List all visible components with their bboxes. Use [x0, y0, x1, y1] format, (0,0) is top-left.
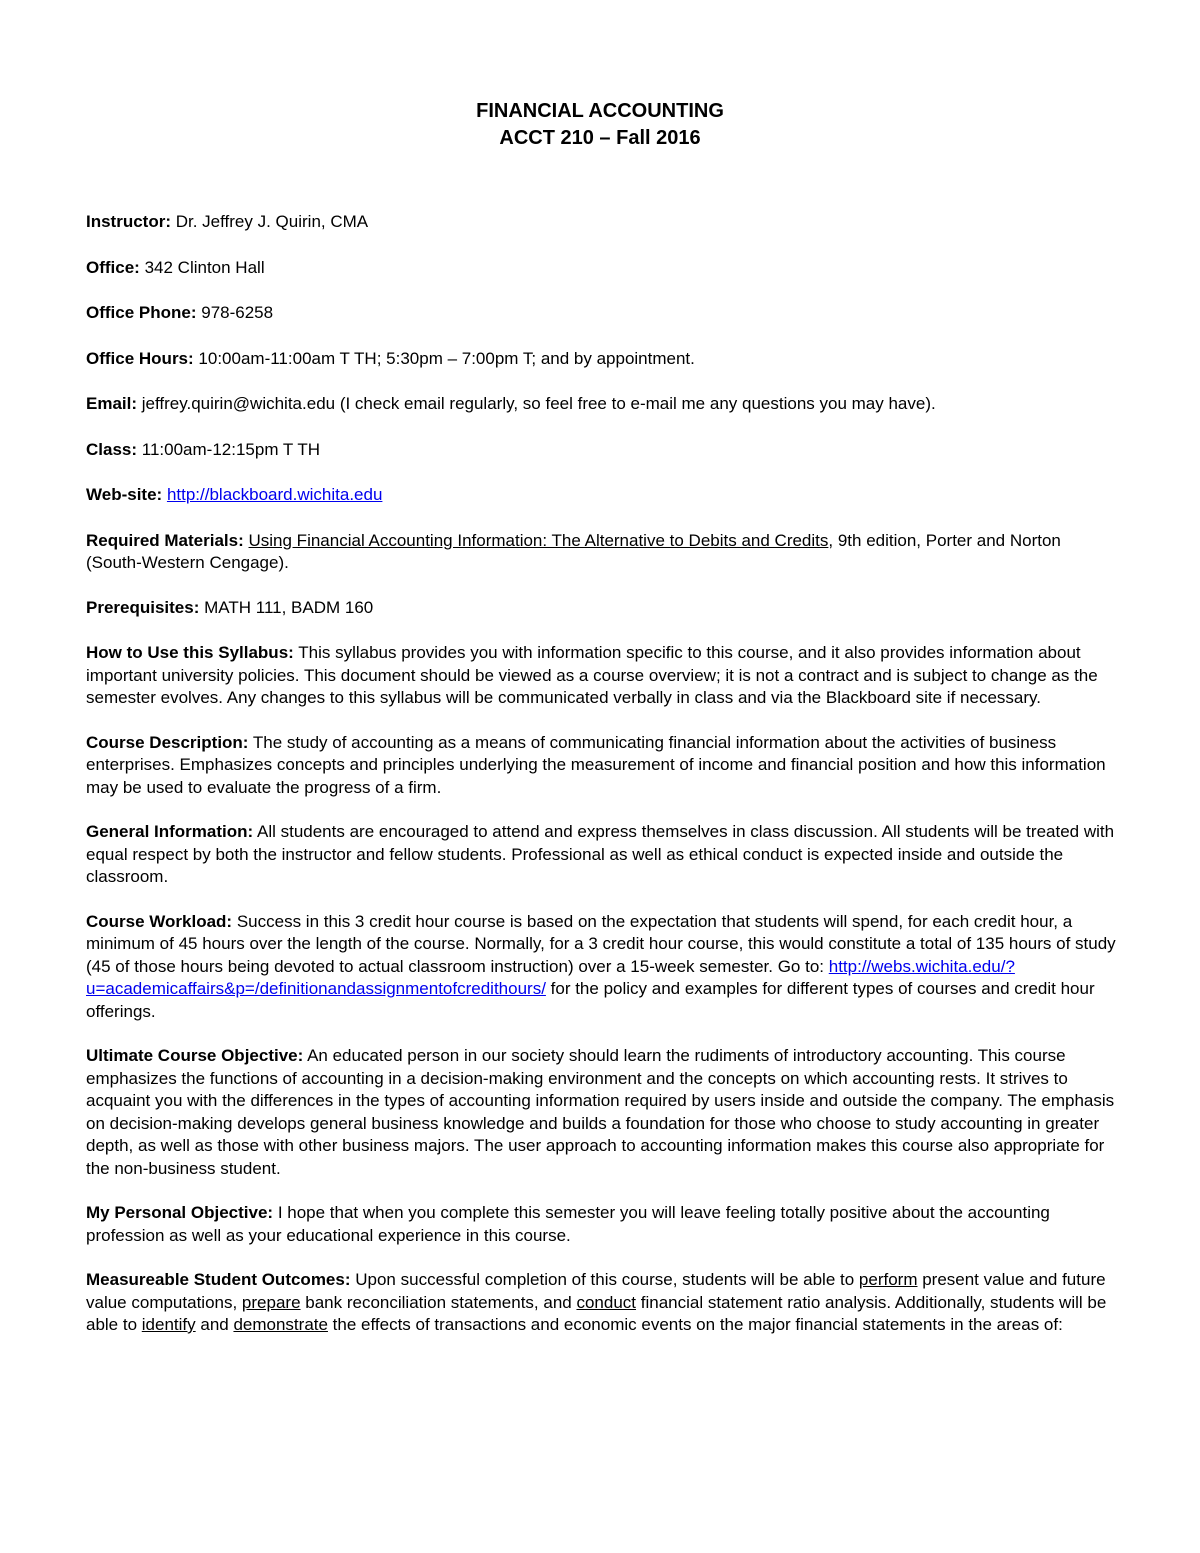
course-workload-text-end: for the policy and examples for different types of courses and credit hour offerings. — [86, 979, 1095, 1021]
document-header — [0, 98, 1200, 152]
website-link[interactable]: http://blackboard.wichita.edu — [166, 485, 383, 504]
outcome-verb-conduct: conduct — [576, 1292, 637, 1312]
student-outcomes-text: and — [195, 1315, 234, 1334]
office-phone-value: 978-6258 — [201, 303, 274, 322]
outcome-verb-demonstrate: demonstrate — [233, 1315, 328, 1334]
course-workload-text: Success in this 3 credit hour course is based on the expectation that students will spend, for each credit hour, a minimum of 45 hours over the length of the course. Normally, for a 3 credit hour course, this would constitute a total of 135 hours of study (45 of those hours being devoted to actual classroom instruction) over a 15-week semester. Go to: — [86, 911, 1116, 976]
prerequisites-label: Prerequisites: — [86, 597, 200, 617]
course-description-label: Course Description: — [86, 732, 249, 752]
student-outcomes-section — [86, 1269, 1120, 1337]
course-workload-label: Course Workload: — [86, 911, 233, 931]
website-label: Web-site: — [86, 485, 163, 504]
office-value: 342 Clinton Hall — [144, 257, 265, 277]
general-information-label: General Information: — [86, 822, 254, 841]
office-hours-field — [86, 348, 1120, 371]
student-outcomes-text: bank reconciliation statements, and — [300, 1292, 577, 1312]
personal-objective-label: My Personal Objective: — [86, 1203, 274, 1222]
email-label: Email: — [86, 394, 138, 413]
office-phone-label: Office Phone: — [86, 303, 197, 322]
ultimate-objective-section — [86, 1045, 1120, 1180]
office-phone-field — [86, 302, 1120, 325]
outcome-verb-perform: perform — [858, 1270, 918, 1289]
credit-hours-policy-link[interactable]: http://webs.wichita.edu/?u=academicaffairs&p=/definitionandassignmentofcredithours/ — [86, 956, 1015, 998]
email-value: jeffrey.quirin@wichita.edu (I check email regularly, so feel free to e-mail me any questions you may have). — [141, 394, 936, 413]
office-hours-label: Office Hours: — [86, 348, 194, 368]
student-outcomes-text: present value and future value computations, — [86, 1270, 1106, 1312]
student-outcomes-text: Upon successful completion of this course, students will be able to — [355, 1270, 859, 1289]
personal-objective-section — [86, 1202, 1120, 1247]
email-field — [86, 393, 1120, 416]
prerequisites-value: MATH 111, BADM 160 — [204, 597, 374, 617]
instructor-value: Dr. Jeffrey J. Quirin, CMA — [175, 212, 369, 231]
required-materials-field — [86, 530, 1120, 575]
how-to-use-section — [86, 642, 1120, 710]
course-subtitle: ACCT 210 – Fall 2016 — [499, 127, 701, 149]
ultimate-objective-text: An educated person in our society should learn the rudiments of introductory accounting. This course emphasizes the functions of accounting in a decision-making environment and the concepts on which accounting rests. It strives to acquaint you with the differences in the types of accounting information required by users inside and outside the company. The emphasis on decision-making develops general business knowledge and builds a foundation for those who choose to study accounting in greater depth, as well as those with other business majors. The user approach to accounting information makes this course also appropriate for the non-business student. — [86, 1046, 1115, 1178]
course-description-section — [86, 732, 1120, 800]
office-label: Office: — [86, 257, 140, 277]
student-outcomes-text: financial statement ratio analysis. Additionally, students will be able to — [86, 1292, 1107, 1334]
class-field — [86, 439, 1120, 462]
instructor-field — [86, 211, 1120, 234]
textbook-title: Using Financial Accounting Information: The Alternative to Debits and Credits — [248, 530, 829, 550]
outcome-verb-identify: identify — [141, 1315, 196, 1334]
textbook-details: , 9th edition, Porter and Norton (South-Western Cengage). — [86, 530, 1061, 572]
how-to-use-label: How to Use this Syllabus: — [86, 643, 294, 662]
student-outcomes-label: Measureable Student Outcomes: — [86, 1270, 351, 1289]
course-title: FINANCIAL ACCOUNTING — [476, 100, 724, 122]
how-to-use-text: This syllabus provides you with information specific to this course, and it also provides information about important university policies. This document should be viewed as a course overview; it is not a contract and is subject to change as the semester evolves. Any changes to this syllabus will be communicated verbally in class and via the Blackboard site if necessary. — [86, 643, 1098, 707]
ultimate-objective-label: Ultimate Course Objective: — [86, 1046, 304, 1065]
general-information-text: All students are encouraged to attend and express themselves in class discussion. All students will be treated with equal respect by both the instructor and fellow students. Professional as well as ethical conduct is expected inside and outside the classroom. — [86, 822, 1115, 886]
course-workload-section — [86, 911, 1120, 1024]
general-information-section — [86, 821, 1120, 889]
personal-objective-text: I hope that when you complete this semester you will leave feeling totally positive about the accounting profession as well as your educational experience in this course. — [86, 1203, 1050, 1245]
instructor-label: Instructor: — [86, 212, 171, 231]
class-label: Class: — [86, 439, 138, 459]
syllabus-content — [86, 211, 1120, 1359]
required-materials-label: Required Materials: — [86, 530, 244, 550]
prerequisites-field — [86, 597, 1120, 620]
office-hours-value: 10:00am-11:00am T TH; 5:30pm – 7:00pm T; and by appointment. — [198, 348, 695, 368]
student-outcomes-text: the effects of transactions and economic events on the major financial statements in the areas of: — [327, 1315, 1063, 1334]
website-field — [86, 484, 1120, 507]
course-description-text: The study of accounting as a means of communicating financial information about the activities of business enterprises. Emphasizes concepts and principles underlying the measurement of income and financial position and how this information may be used to evaluate the progress of a firm. — [86, 732, 1106, 797]
outcome-verb-prepare: prepare — [241, 1292, 301, 1312]
class-value: 11:00am-12:15pm T TH — [141, 439, 321, 459]
office-field — [86, 257, 1120, 280]
